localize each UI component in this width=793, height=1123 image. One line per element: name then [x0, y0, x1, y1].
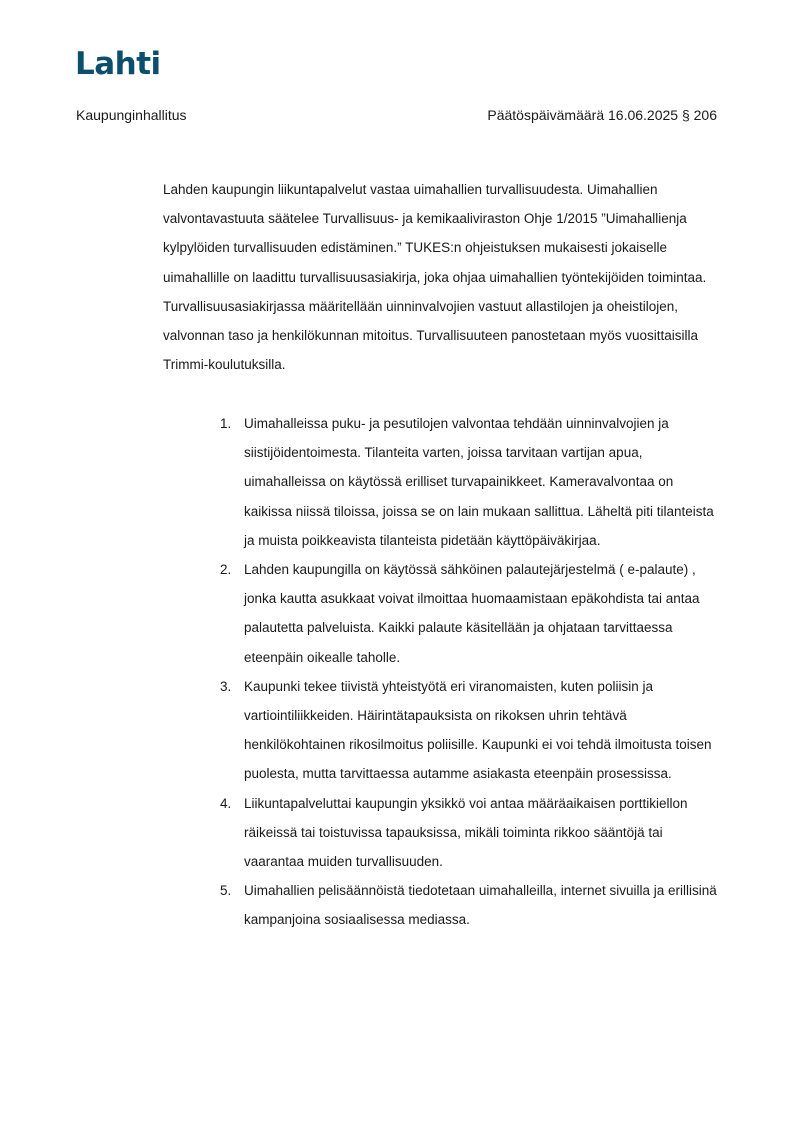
measures-list	[163, 409, 723, 935]
logo-text: Lahti	[75, 46, 161, 82]
list-item-number: 2.	[220, 562, 232, 578]
decision-date: Päätöspäivämäärä 16.06.2025 § 206	[487, 107, 717, 123]
list-item-number: 1.	[220, 416, 232, 431]
list-item	[163, 555, 723, 672]
list-item	[163, 409, 723, 555]
list-item-text: Uimahalleissa puku- ja pesutilojen valvontaa tehdään uinninvalvojien ja siistijöidentoimesta. Tilanteita varten, joissa tarvitaan vartijan apua, uimahalleissa on käytössä erilliset turvapainikkeet. Kameravalvontaa on kaikissa niissä tiloissa, joissa se on lain mukaan sallittua. Läheltä piti tilanteista ja muista poikkeavista tilanteista pidetään käyttöpäiväkirjaa.	[244, 416, 714, 548]
list-item-number: 3.	[220, 678, 232, 694]
list-item-number: 5.	[220, 883, 232, 899]
list-item-number: 4.	[220, 795, 232, 811]
intro-paragraph: Lahden kaupungin liikuntapalvelut vastaa uimahallien turvallisuudesta. Uimahallien valvontavastuuta säätelee Turvallisuus- ja kemikaaliviraston Ohje 1/2015 ”Uimahallienja kylpylöiden turvallisuuden edistäminen.” TUKES:n ohjeistuksen mukaisesti jokaiselle uimahallille on laadittu turvallisuusasiakirja, joka ohjaa uimahallien työntekijöiden toimintaa. Turvallisuusasiakirjassa määritellään uinninvalvojien vastuut allastilojen ja oheistilojen, valvonnan taso ja henkilökunnan mitoitus. Turvallisuuteen panostetaan myös vuosittaisilla Trimmi-koulutuksilla.	[163, 182, 707, 373]
list-item	[163, 876, 723, 934]
list-item	[163, 789, 723, 877]
list-item-text: Lahden kaupungilla on käytössä sähköinen palautejärjestelmä ( e-palaute) , jonka kautta asukkaat voivat ilmoittaa huomaamistaan epäkohdista tai antaa palautetta palveluista. Kaikki palaute käsitellään ja ohjataan tarvittaessa eteenpäin oikealle taholle.	[244, 562, 700, 665]
list-item-text: Kaupunki tekee tiivistä yhteistyötä eri viranomaisten, kuten poliisin ja vartiointiliikkeiden. Häirintätapauksista on rikoksen uhrin tehtävä henkilökohtainen rikosilmoitus poliisille. Kaupunki ei voi tehdä ilmoitusta toisen puolesta, mutta tarvittaessa autamme asiakasta eteenpäin prosessissa.	[244, 678, 712, 782]
lahti-logo	[75, 46, 161, 82]
organization-name: Kaupunginhallitus	[76, 107, 187, 123]
list-item-text: Liikuntapalveluttai kaupungin yksikkö voi antaa määräaikaisen porttikiellon räikeissä tai toistuvissa tapauksissa, mikäli toiminta rikkoo sääntöjä tai vaarantaa muiden turvallisuuden.	[244, 795, 688, 870]
list-item-text: Uimahallien pelisäännöistä tiedotetaan uimahalleilla, internet sivuilla ja erillisinä kampanjoina sosiaalisessa mediassa.	[244, 883, 717, 928]
list-item	[163, 672, 723, 789]
